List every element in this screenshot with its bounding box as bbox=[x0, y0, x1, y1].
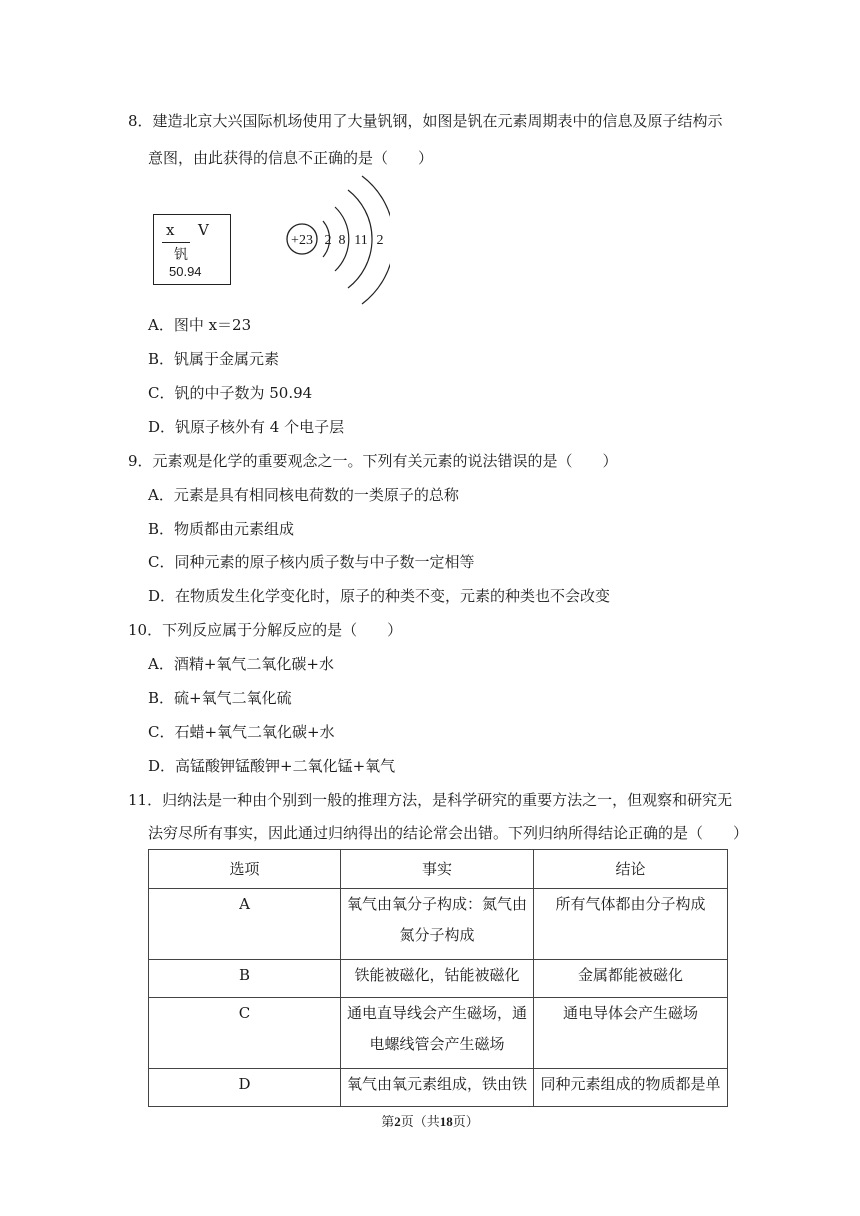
q11-stem-line1: 11．归纳法是一种由个别到一般的推理方法，是科学研究的重要方法之一，但观察和研究无 bbox=[128, 791, 733, 809]
q8-option-d: D．钒原子核外有 4 个电子层 bbox=[148, 418, 345, 436]
row-fact: 铁能被磁化，钴能被磁化 bbox=[341, 960, 534, 998]
q10-option-b: B．硫+氧气二氧化硫 bbox=[148, 689, 292, 707]
row-conclusion: 同种元素组成的物质都是单 bbox=[534, 1069, 728, 1107]
page-footer: 第2页（共18页） bbox=[381, 1114, 479, 1130]
row-fact: 通电直导线会产生磁场，通 电螺线管会产生磁场 bbox=[341, 998, 534, 1069]
q8-option-a: A．图中 x＝23 bbox=[148, 316, 252, 334]
header-option: 选项 bbox=[149, 850, 341, 889]
atomic-number: x bbox=[166, 221, 175, 239]
q9-option-b: B．物质都由元素组成 bbox=[148, 520, 295, 538]
row-conclusion: 金属都能被磁化 bbox=[534, 960, 728, 998]
q10-stem: 10．下列反应属于分解反应的是（ ） bbox=[128, 621, 403, 639]
table-row bbox=[149, 998, 728, 1069]
periodic-table-card bbox=[153, 214, 231, 285]
nucleus-charge: +23 bbox=[291, 233, 313, 248]
atom-structure-diagram bbox=[280, 172, 390, 312]
q10-option-a: A．酒精+氧气二氧化碳+水 bbox=[148, 655, 334, 673]
row-fact: 氧气由氧元素组成，铁由铁 bbox=[341, 1069, 534, 1107]
q9-option-d: D．在物质发生化学变化时，原子的种类不变，元素的种类也不会改变 bbox=[148, 587, 611, 605]
card-underline bbox=[162, 242, 190, 243]
table-row bbox=[149, 1069, 728, 1107]
q9-stem: 9．元素观是化学的重要观念之一。下列有关元素的说法错误的是（ ） bbox=[128, 452, 618, 470]
header-conclusion: 结论 bbox=[534, 850, 728, 889]
header-fact: 事实 bbox=[341, 850, 534, 889]
q10-option-c: C．石蜡+氧气二氧化碳+水 bbox=[148, 723, 335, 741]
row-option: D bbox=[149, 1069, 341, 1107]
shell-electrons-1: 2 bbox=[324, 233, 332, 248]
q8-stem-line1: 8．建造北京大兴国际机场使用了大量钒钢，如图是钒在元素周期表中的信息及原子结构示 bbox=[128, 112, 723, 130]
shell-electrons-3: 11 bbox=[354, 233, 368, 248]
total-pages: 18 bbox=[439, 1114, 453, 1129]
atomic-mass: 50.94 bbox=[169, 264, 202, 279]
row-fact: 氧气由氧分子构成：氮气由 氮分子构成 bbox=[341, 889, 534, 960]
row-option: C bbox=[149, 998, 341, 1069]
row-option: A bbox=[149, 889, 341, 960]
row-conclusion: 所有气体都由分子构成 bbox=[534, 889, 728, 960]
row-option: B bbox=[149, 960, 341, 998]
q8-option-c: C．钒的中子数为 50.94 bbox=[148, 384, 313, 402]
q9-option-a: A．元素是具有相同核电荷数的一类原子的总称 bbox=[148, 486, 459, 504]
table-row bbox=[149, 889, 728, 960]
q9-option-c: C．同种元素的原子核内质子数与中子数一定相等 bbox=[148, 553, 475, 571]
q8-option-b: B．钒属于金属元素 bbox=[148, 350, 280, 368]
shell-electrons-2: 8 bbox=[338, 233, 346, 248]
row-conclusion: 通电导体会产生磁场 bbox=[534, 998, 728, 1069]
shell-electrons-4: 2 bbox=[376, 233, 384, 248]
element-name: 钒 bbox=[174, 247, 188, 263]
table-header-row bbox=[149, 850, 728, 889]
table-row bbox=[149, 960, 728, 998]
induction-table bbox=[148, 849, 728, 1107]
element-symbol: V bbox=[198, 221, 209, 239]
q11-stem-line2: 法穷尽所有事实，因此通过归纳得出的结论常会出错。下列归纳所得结论正确的是（ ） bbox=[148, 824, 749, 842]
q8-stem-line2: 意图，由此获得的信息不正确的是（ ） bbox=[148, 149, 434, 167]
q10-option-d: D．高锰酸钾锰酸钾+二氧化锰+氧气 bbox=[148, 757, 396, 775]
current-page: 2 bbox=[394, 1114, 401, 1129]
